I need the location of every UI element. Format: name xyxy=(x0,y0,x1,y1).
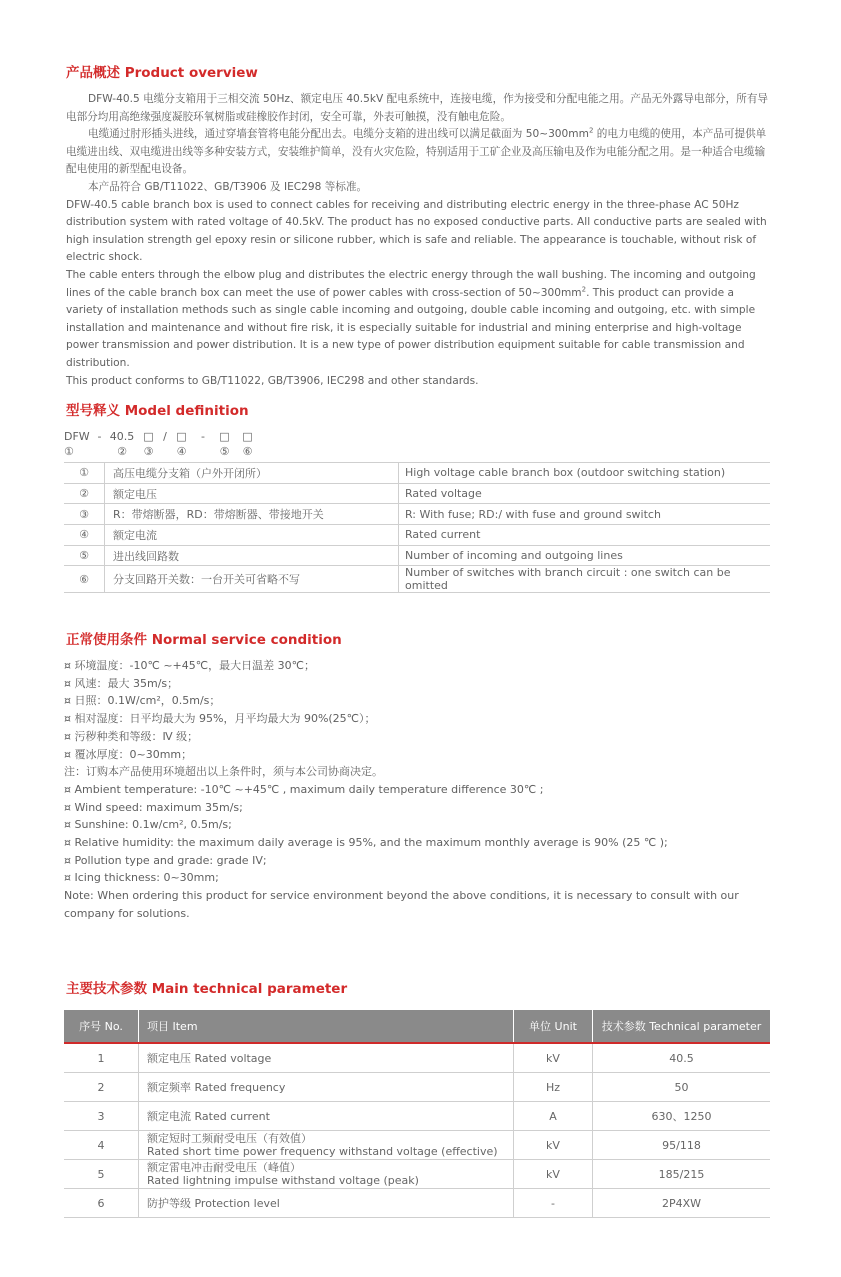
param-no: 3 xyxy=(64,1102,139,1131)
model-num: ① xyxy=(64,463,105,484)
bullet-icon: ¤ xyxy=(64,853,71,867)
header-item: 项目 Item xyxy=(139,1010,514,1043)
model-en: Number of switches with branch circuit : one switch can be omitted xyxy=(399,566,771,593)
param-value: 185/215 xyxy=(593,1160,771,1189)
list-item xyxy=(64,834,774,852)
table-row xyxy=(64,1043,770,1073)
code-mark: ② xyxy=(117,445,127,458)
model-zh: R：带熔断器，RD：带熔断器、带接地开关 xyxy=(105,504,399,525)
code-mark: ⑥ xyxy=(242,445,253,458)
bullet-icon: ¤ xyxy=(64,782,71,796)
params-table xyxy=(64,1010,770,1218)
code-token: □ xyxy=(219,430,230,443)
table-row xyxy=(64,525,770,546)
table-row xyxy=(64,1102,770,1131)
param-item xyxy=(139,1043,514,1073)
param-item xyxy=(139,1160,514,1189)
param-item-line1: 额定电压 Rated voltage xyxy=(147,1051,272,1065)
overview-zh-p2-b: 的电力电缆的使用，本产品可提供单电缆进出线、双电缆进出线等多种安装方式，安装维护简单，没有火灾危险，特别适用于工矿企业及高压输电及作为电能分配之用。是一种适合电缆输配电使用的新型配电设备。 xyxy=(66,128,767,176)
param-value: 50 xyxy=(593,1073,771,1102)
param-unit: - xyxy=(514,1189,593,1218)
param-item-line1: 额定雷电冲击耐受电压（峰值） xyxy=(147,1161,301,1174)
overview-zh-p1: DFW-40.5 电缆分支箱用于三相交流 50Hz、额定电压 40.5kV 配电系统中，连接电缆，作为接受和分配电能之用。产品无外露导电部分，所有导电部分均用高绝缘强度凝胶环氧树脂或硅橡胶作封闭，安全可靠，外表可触摸，没有触电危险。 xyxy=(66,93,769,123)
overview-en-p2-sup: 2 xyxy=(581,285,587,293)
model-zh: 高压电缆分支箱（户外开闭所） xyxy=(105,463,399,484)
header-no: 序号 No. xyxy=(64,1010,139,1043)
condition-text: 日照：0.1W/cm²，0.5m/s； xyxy=(74,694,221,708)
list-item xyxy=(64,816,774,834)
code-token: - xyxy=(201,430,205,443)
condition-text: 覆冰厚度：0~30mm； xyxy=(74,747,193,761)
condition-note-en: Note: When ordering this product for service environment beyond the above conditions, it is necessary to consult with our company for solutions. xyxy=(64,889,739,920)
condition-text: Wind speed: maximum 35m/s; xyxy=(74,800,243,814)
list-item xyxy=(64,728,774,746)
model-num: ⑥ xyxy=(64,566,105,593)
list-item xyxy=(64,675,774,693)
bullet-icon: ¤ xyxy=(64,818,71,832)
model-en: Rated current xyxy=(399,525,771,546)
code-token: □ xyxy=(242,430,253,443)
code-mark xyxy=(193,444,213,459)
model-en: R: With fuse; RD:/ with fuse and ground switch xyxy=(399,504,771,525)
condition-text: Pollution type and grade: grade IV; xyxy=(74,853,267,867)
condition-text: Sunshine: 0.1w/cm², 0.5m/s; xyxy=(74,818,232,832)
overview-zh-p3: 本产品符合 GB/T11022、GB/T3906 及 IEC298 等标准。 xyxy=(88,180,368,193)
code-token: / xyxy=(163,430,167,443)
model-num: ⑤ xyxy=(64,545,105,566)
list-item xyxy=(64,657,774,675)
overview-zh-p2-a: 电缆通过肘形插头进线，通过穿墙套管将电能分配出去。电缆分支箱的进出线可以满足截面为 50~300mm xyxy=(88,128,589,141)
param-value: 40.5 xyxy=(593,1043,771,1073)
code-token: 40.5 xyxy=(109,430,135,443)
param-unit: kV xyxy=(514,1160,593,1189)
code-mark: ⑤ xyxy=(219,445,230,458)
model-code xyxy=(64,429,259,459)
model-en: Rated voltage xyxy=(399,483,771,504)
list-item xyxy=(64,799,774,817)
param-value: 95/118 xyxy=(593,1131,771,1160)
condition-text: 环境温度：-10℃ ~+45℃，最大日温差 30℃； xyxy=(74,659,315,672)
overview-en-p2-a: The cable enters through the elbow plug and distributes the electric energy through the wall bushing. The incoming and outgoing lines of the cable branch box can meet the use of power cables with cross-section of 50~300mm xyxy=(66,268,756,299)
bullet-icon: ¤ xyxy=(64,694,71,708)
table-row xyxy=(64,566,770,593)
condition-note-zh: 注：订购本产品使用环境超出以上条件时，须与本公司协商决定。 xyxy=(64,765,383,779)
table-row xyxy=(64,504,770,525)
param-no: 4 xyxy=(64,1131,139,1160)
table-row xyxy=(64,545,770,566)
conditions-list xyxy=(64,657,774,923)
param-value: 630、1250 xyxy=(593,1102,771,1131)
overview-en-p2-b: . This product can provide a variety of installation methods such as single cable incoming and outgoing, double cable incoming and outgoing, etc. with simple installation and maintenance and without fire risk, it is especially suitable for industrial and mining enterprise and high-voltage power transmission and power distribution. It is a new type of power distribution equipment suitable for cable transmission and distribution. xyxy=(66,286,756,369)
param-item-line2: Rated short time power frequency withstand voltage (effective) xyxy=(147,1145,498,1158)
param-no: 1 xyxy=(64,1043,139,1073)
model-zh: 分支回路开关数：一台开关可省略不写 xyxy=(105,566,399,593)
table-row xyxy=(64,483,770,504)
overview-zh-p2-sup: 2 xyxy=(588,126,594,135)
model-title: 型号释义 Model definition xyxy=(66,403,249,419)
conditions-title: 正常使用条件 Normal service condition xyxy=(66,632,342,648)
overview-en-p1: DFW-40.5 cable branch box is used to connect cables for receiving and distributing electric energy in the three-phase AC 50Hz distribution system with rated voltage of 40.5kV. The product has no exposed conductive parts. All conductive parts are sealed with high insulation strength gel epoxy resin or silicone rubber, which is safe and reliable. The appearance is touchable, without risk of electric shock. xyxy=(66,198,767,264)
model-num: ③ xyxy=(64,504,105,525)
header-value: 技术参数 Technical parameter xyxy=(593,1010,771,1043)
code-token: □ xyxy=(176,430,187,443)
table-row xyxy=(64,1189,770,1218)
header-unit: 单位 Unit xyxy=(514,1010,593,1043)
param-value: 2P4XW xyxy=(593,1189,771,1218)
model-num: ② xyxy=(64,483,105,504)
table-row xyxy=(64,1131,770,1160)
condition-text: Ambient temperature: -10℃ ~+45℃ , maximum daily temperature difference 30℃ ; xyxy=(74,782,544,796)
code-mark xyxy=(92,444,107,459)
table-row xyxy=(64,1073,770,1102)
code-token: DFW xyxy=(64,430,90,443)
param-unit: Hz xyxy=(514,1073,593,1102)
table-header-row xyxy=(64,1010,770,1043)
condition-text: Icing thickness: 0~30mm; xyxy=(74,871,219,885)
code-token: □ xyxy=(143,430,154,443)
code-mark xyxy=(160,444,170,459)
list-item xyxy=(64,710,774,728)
param-item-line1: 额定短时工频耐受电压（有效值） xyxy=(147,1132,312,1145)
condition-text: 相对湿度：日平均最大为 95%，月平均最大为 90%(25℃）； xyxy=(74,712,376,726)
model-en: High voltage cable branch box (outdoor switching station) xyxy=(399,463,771,484)
model-code-tokens xyxy=(64,429,259,444)
param-no: 6 xyxy=(64,1189,139,1218)
model-code-marks xyxy=(64,444,259,459)
code-mark: ③ xyxy=(143,445,154,458)
overview-text xyxy=(66,91,774,390)
model-table xyxy=(64,462,770,593)
param-item-line1: 防护等级 Protection level xyxy=(147,1196,280,1210)
bullet-icon: ¤ xyxy=(64,800,71,814)
param-no: 5 xyxy=(64,1160,139,1189)
model-zh: 进出线回路数 xyxy=(105,545,399,566)
param-item xyxy=(139,1189,514,1218)
bullet-icon: ¤ xyxy=(64,676,71,690)
list-item xyxy=(64,869,774,887)
overview-title: 产品概述 Product overview xyxy=(66,65,258,81)
param-unit: A xyxy=(514,1102,593,1131)
model-en: Number of incoming and outgoing lines xyxy=(399,545,771,566)
overview-en-p2 xyxy=(66,267,774,373)
code-token: - xyxy=(97,430,102,443)
overview-en-p3: This product conforms to GB/T11022, GB/T3906, IEC298 and other standards. xyxy=(66,374,479,387)
bullet-icon: ¤ xyxy=(64,871,71,885)
model-num: ④ xyxy=(64,525,105,546)
code-mark: ④ xyxy=(176,445,187,458)
params-title: 主要技术参数 Main technical parameter xyxy=(66,981,348,997)
list-item xyxy=(64,692,774,710)
bullet-icon: ¤ xyxy=(64,712,71,726)
param-unit: kV xyxy=(514,1131,593,1160)
param-item xyxy=(139,1131,514,1160)
condition-text: 风速：最大 35m/s； xyxy=(74,676,179,690)
param-item-line2: Rated lightning impulse withstand voltage (peak) xyxy=(147,1174,419,1187)
model-zh: 额定电压 xyxy=(105,483,399,504)
table-row xyxy=(64,1160,770,1189)
model-zh: 额定电流 xyxy=(105,525,399,546)
condition-text: 污秽种类和等级：Ⅳ 级； xyxy=(74,729,199,743)
param-no: 2 xyxy=(64,1073,139,1102)
param-item xyxy=(139,1073,514,1102)
param-unit: kV xyxy=(514,1043,593,1073)
code-mark: ① xyxy=(64,445,74,458)
bullet-icon: ¤ xyxy=(64,729,71,743)
param-item xyxy=(139,1102,514,1131)
param-item-line1: 额定频率 Rated frequency xyxy=(147,1080,286,1094)
list-item xyxy=(64,746,774,764)
param-item-line1: 额定电流 Rated current xyxy=(147,1109,270,1123)
bullet-icon: ¤ xyxy=(64,659,71,672)
bullet-icon: ¤ xyxy=(64,836,71,850)
table-row xyxy=(64,463,770,484)
list-item xyxy=(64,852,774,870)
list-item xyxy=(64,781,774,799)
condition-text: Relative humidity: the maximum daily average is 95%, and the maximum monthly average is 90% (25 ℃ ); xyxy=(74,836,668,850)
overview-zh-p2 xyxy=(66,126,774,179)
bullet-icon: ¤ xyxy=(64,747,71,761)
